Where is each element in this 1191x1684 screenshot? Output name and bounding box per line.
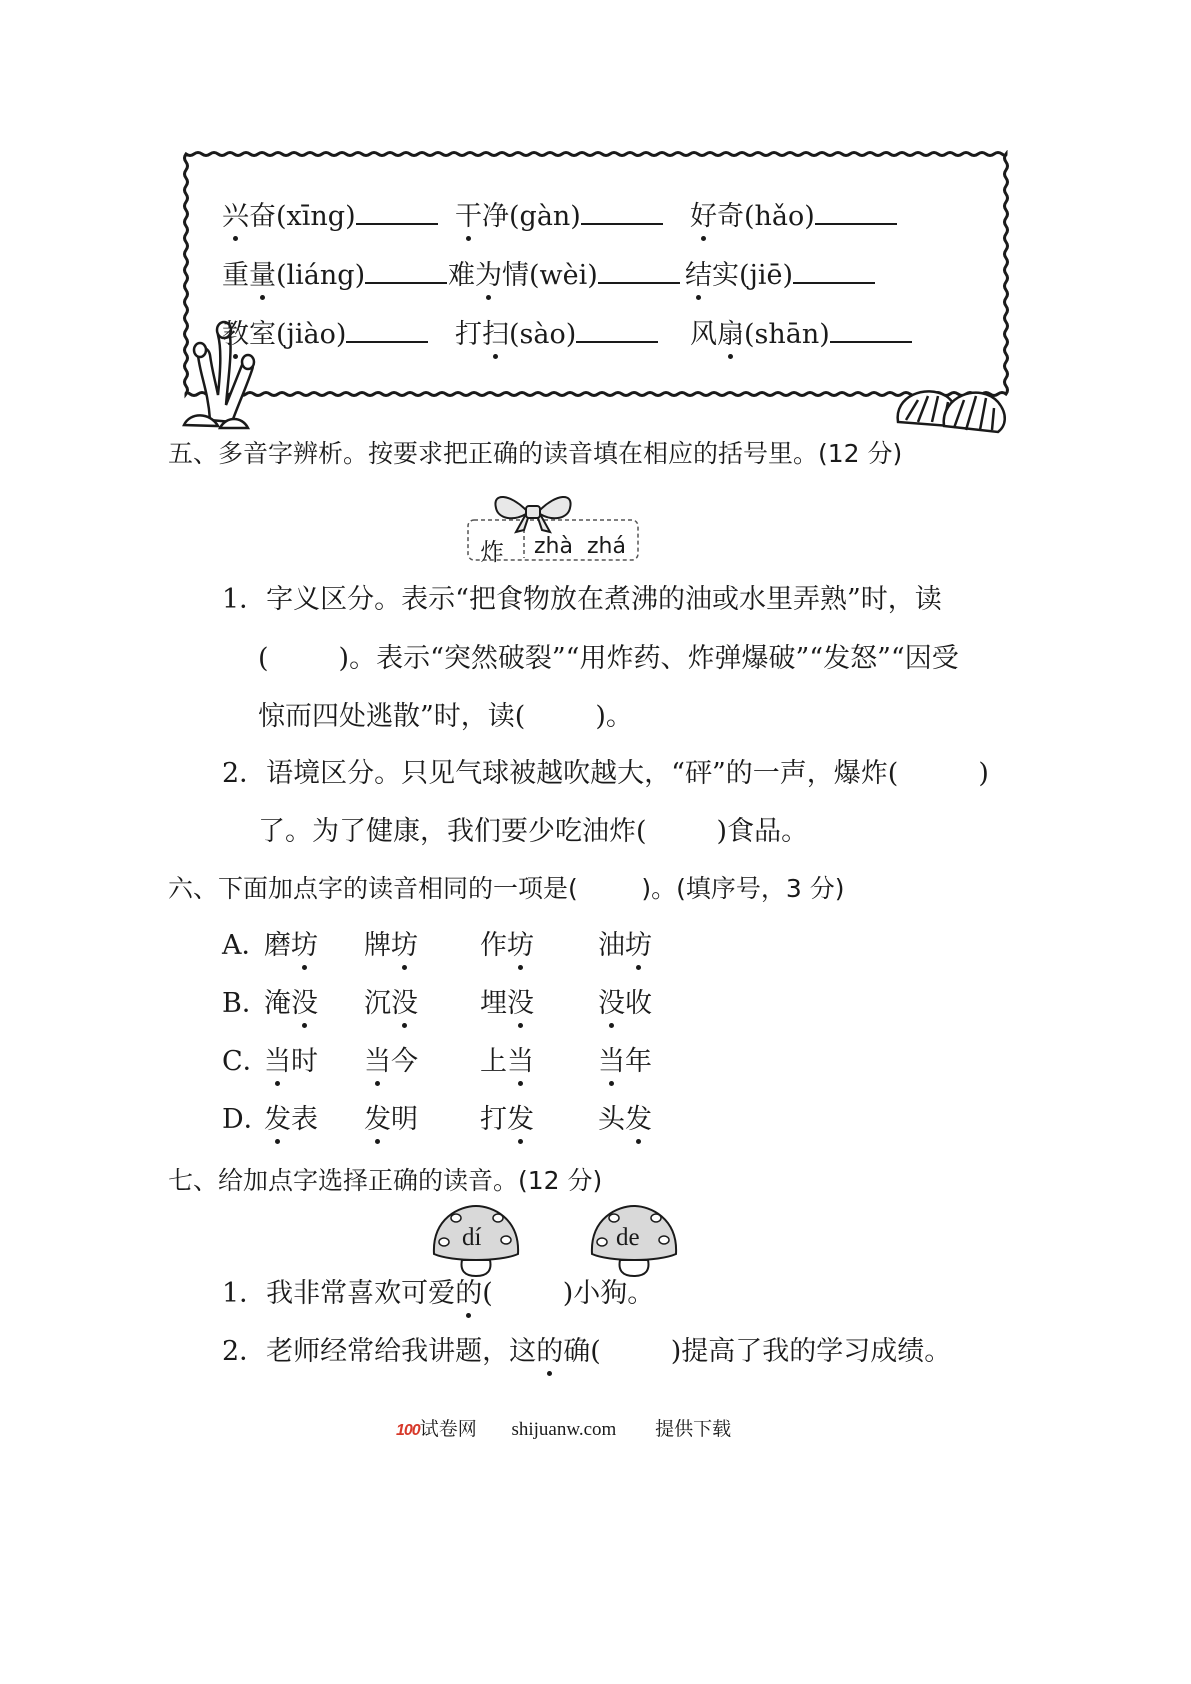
- dotted-char: 教: [222, 319, 249, 350]
- answer-blank[interactable]: [830, 319, 912, 343]
- dotted-char: 好: [690, 201, 717, 232]
- footer-note: 提供下载: [655, 1419, 732, 1440]
- answer-blank[interactable]: [815, 201, 897, 225]
- footer: [396, 1414, 731, 1441]
- mushroom-label: dí: [462, 1224, 482, 1251]
- site-logo: 100: [396, 1422, 420, 1439]
- word-item: 好奇(hǎo): [690, 200, 897, 234]
- s5-q1-line1: 1．字义区分。表示“把食物放在煮沸的油或水里弄熟”时，读: [222, 584, 942, 615]
- dotted-char: 为: [475, 260, 502, 291]
- word-item: 风扇(shān): [690, 318, 912, 352]
- dotted-char: 结: [685, 260, 712, 291]
- site-logo-text: 试卷网: [419, 1419, 477, 1440]
- dotted-char: 量: [249, 260, 276, 291]
- s5-q2-line2: 了。为了健康，我们要少吃油炸( )食品。: [258, 816, 809, 847]
- answer-blank[interactable]: [356, 201, 438, 225]
- bow-card-char: 炸: [480, 538, 504, 566]
- s5-q1-line3: 惊而四处逃散”时，读( )。: [258, 701, 633, 732]
- dotted-char: 的: [536, 1336, 564, 1367]
- section7-title: 七、给加点字选择正确的读音。(12 分): [168, 1166, 603, 1195]
- dotted-char: 的: [455, 1278, 483, 1309]
- answer-blank[interactable]: [365, 260, 447, 284]
- word-item: 兴奋(xīng): [222, 200, 438, 234]
- word-item: 结实(jiē): [685, 259, 875, 293]
- dotted-char: 干: [455, 201, 482, 232]
- dotted-char: 扇: [717, 319, 744, 350]
- section6-title: 六、下面加点字的读音相同的一项是( )。(填序号，3 分): [168, 874, 845, 903]
- s5-q2-line1: 2．语境区分。只见气球被越吹越大，“砰”的一声，爆炸( ): [222, 758, 989, 789]
- answer-blank[interactable]: [793, 260, 875, 284]
- mushroom-label: de: [616, 1224, 640, 1251]
- word-item: 教室(jiào): [222, 318, 428, 352]
- word-item: 干净(gàn): [455, 200, 663, 234]
- answer-blank[interactable]: [346, 319, 428, 343]
- section5-title: 五、多音字辨析。按要求把正确的读音填在相应的括号里。(12 分): [168, 439, 903, 468]
- shell-decoration: [898, 391, 1005, 432]
- dotted-char: 扫: [482, 319, 509, 350]
- dotted-char: 兴: [222, 201, 249, 232]
- s7-q1: 1．我非常喜欢可爱的( )小狗。: [222, 1278, 655, 1309]
- s5-q1-line2: ( )。表示“突然破裂”“用炸药、炸弹爆破”“发怒”“因受: [258, 643, 959, 674]
- s7-q2: 2．老师经常给我讲题，这的确( )提高了我的学习成绩。: [222, 1336, 952, 1367]
- bow-card-readings: zhà zhá: [534, 534, 626, 559]
- answer-blank[interactable]: [581, 201, 663, 225]
- answer-blank[interactable]: [598, 260, 680, 284]
- word-item: 打扫(sào): [455, 318, 658, 352]
- answer-blank[interactable]: [576, 319, 658, 343]
- site-url[interactable]: shijuanw.com: [511, 1419, 617, 1440]
- word-item: 难为情(wèi): [448, 259, 680, 293]
- word-item: 重量(liáng): [222, 259, 447, 293]
